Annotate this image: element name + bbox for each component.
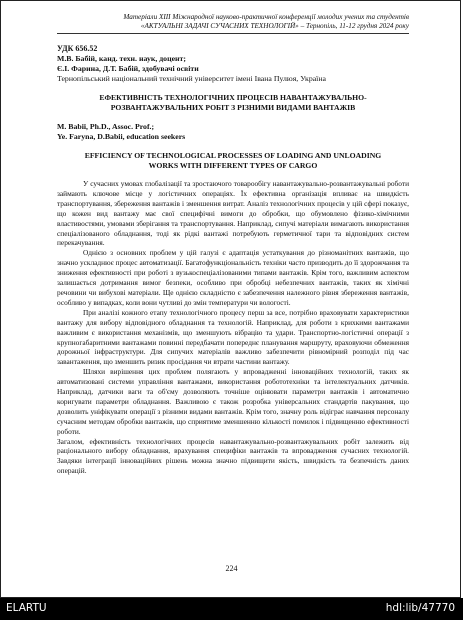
title-line: EFFICIENCY OF TECHNOLOGICAL PROCESSES OF LOADING AND UNLOADING — [84, 151, 382, 160]
repository-footer — [0, 598, 463, 620]
author-line: Ye. Faryna, D.Babii, education seekers — [57, 132, 186, 141]
affiliation: Тернопільський національний технічний університет імені Івана Пулюя, Україна — [57, 74, 326, 83]
paragraph: У сучасних умовах глобалізації та зростаючого товарообігу навантажувально-розвантажувальні роботи займають ключове місце у логістичних операціях. Їх ефективна організація впливає на швидкість транспортування, збереження вантажів і зменшення витрат. Аналіз технологічних процесів у цій сфері показує, що кожен вид вантажу має свої специфічні вимоги до обробки, що обумовлено фізико-хімічними властивостями, умовами зберігання та транспортування. Наприклад, сипучі матеріали вимагають використання спеціалізованого обладнання, тоді як рідкі вантажі потребують герметичної тари та відповідних систем перекачування. — [57, 179, 409, 248]
handle-link[interactable]: hdl:lib/47770 — [385, 602, 455, 614]
running-header — [57, 13, 409, 34]
article-body — [57, 179, 409, 476]
title-uk — [57, 93, 409, 113]
header-line-2: «АКТУАЛЬНІ ЗАДАЧІ СУЧАСНИХ ТЕХНОЛОГІЙ» – Тернопіль, 11-12 грудня 2024 року — [140, 22, 409, 30]
paragraph: При аналізі кожного етапу технологічного процесу перш за все, потрібно враховувати характеристики вантажу для вибору відповідного обладнання та технологій. Наприклад, для роботи з крихкими вантажами важливим є використання механізмів, що зменшують вібрацію та удари. Транспортно-логістичні операції з крупногабаритними вантажами повинні передбачати попереднє планування маршруту, враховуючи обмеження дорожньої інфраструктури. Для сипучих матеріалів важливо забезпечити рівномірний розподіл під час завантаження, що зменшить ризик просідання чи втрати частини вантажу. — [57, 307, 409, 367]
paragraph: Однією з основних проблем у цій галузі є адаптація устаткування до різноманітних вантажів, що значно ускладнює процес автоматизації. Багатофункціональність техніки часто призводить до її здорожчання та зниження ефективності при роботі з вузькоспеціалізованими типами вантажів. Крім того, важливим аспектом залишається дотримання вимог безпеки, особливо при обробці небезпечних вантажів, таких як хімічні речовини чи вибухові матеріали. Ще однією складністю є забезпечення належного рівня збереження вантажів, особливо у випадках, коли вони чутливі до змін температури чи вологості. — [57, 248, 409, 307]
title-en — [57, 151, 409, 171]
title-line: WORKS WITH DIFFERENT TYPES OF CARGO — [148, 161, 318, 170]
authors-uk — [57, 54, 409, 74]
author-line: Є.І. Фарина, Д.Т. Бабій, здобувачі освіти — [57, 64, 199, 73]
author-line: М.В. Бабій, канд. техн. наук, доцент; — [57, 54, 186, 63]
page-content — [57, 13, 409, 476]
header-line-1: Матеріали XIII Міжнародної науково-практичної конференції молодих учених та студентів — [123, 13, 409, 21]
author-line: M. Babii, Ph.D., Assoc. Prof.; — [57, 122, 155, 131]
paragraph: Шляхи вирішення цих проблем полягають у впровадженні інноваційних технологій, таких як автоматизовані системи управління вантажами, використання робототехніки та інтелектуальних датчиків. Наприклад, датчики ваги та об'єму дозволяють точніше оцінювати параметри вантажів і автоматично коригувати параметри обладнання. Важливою є також розробка універсальних стандартів пакування, що дозволить уніфікувати операції з різними видами вантажів. Крім того, значну роль відіграє навчання персоналу сучасним методам обробки вантажів, що сприятиме зменшенню кількості помилок і підвищенню ефективності роботи. — [57, 367, 409, 436]
title-line: ЕФЕКТИВНІСТЬ ТЕХНОЛОГІЧНИХ ПРОЦЕСІВ НАВАНТАЖУВАЛЬНО- — [99, 93, 367, 102]
page-number: 224 — [225, 564, 238, 573]
authors-en — [57, 122, 409, 142]
repository-name: ELARTU — [6, 602, 47, 614]
title-line: РОЗВАНТАЖУВАЛЬНИХ РОБІТ З РІЗНИМИ ВИДАМИ ВАНТАЖІВ — [110, 103, 356, 112]
udc-code: УДК 656.52 — [57, 44, 98, 53]
paragraph: Загалом, ефективність технологічних процесів навантажувально-розвантажувальних робіт залежить від раціонального вибору обладнання, врахування специфіки вантажів та впровадження сучасних технологій. Завдяки інтеграції інноваційних рішень можна значно підвищити якість, швидкість та безпечність даних операцій. — [57, 436, 409, 476]
